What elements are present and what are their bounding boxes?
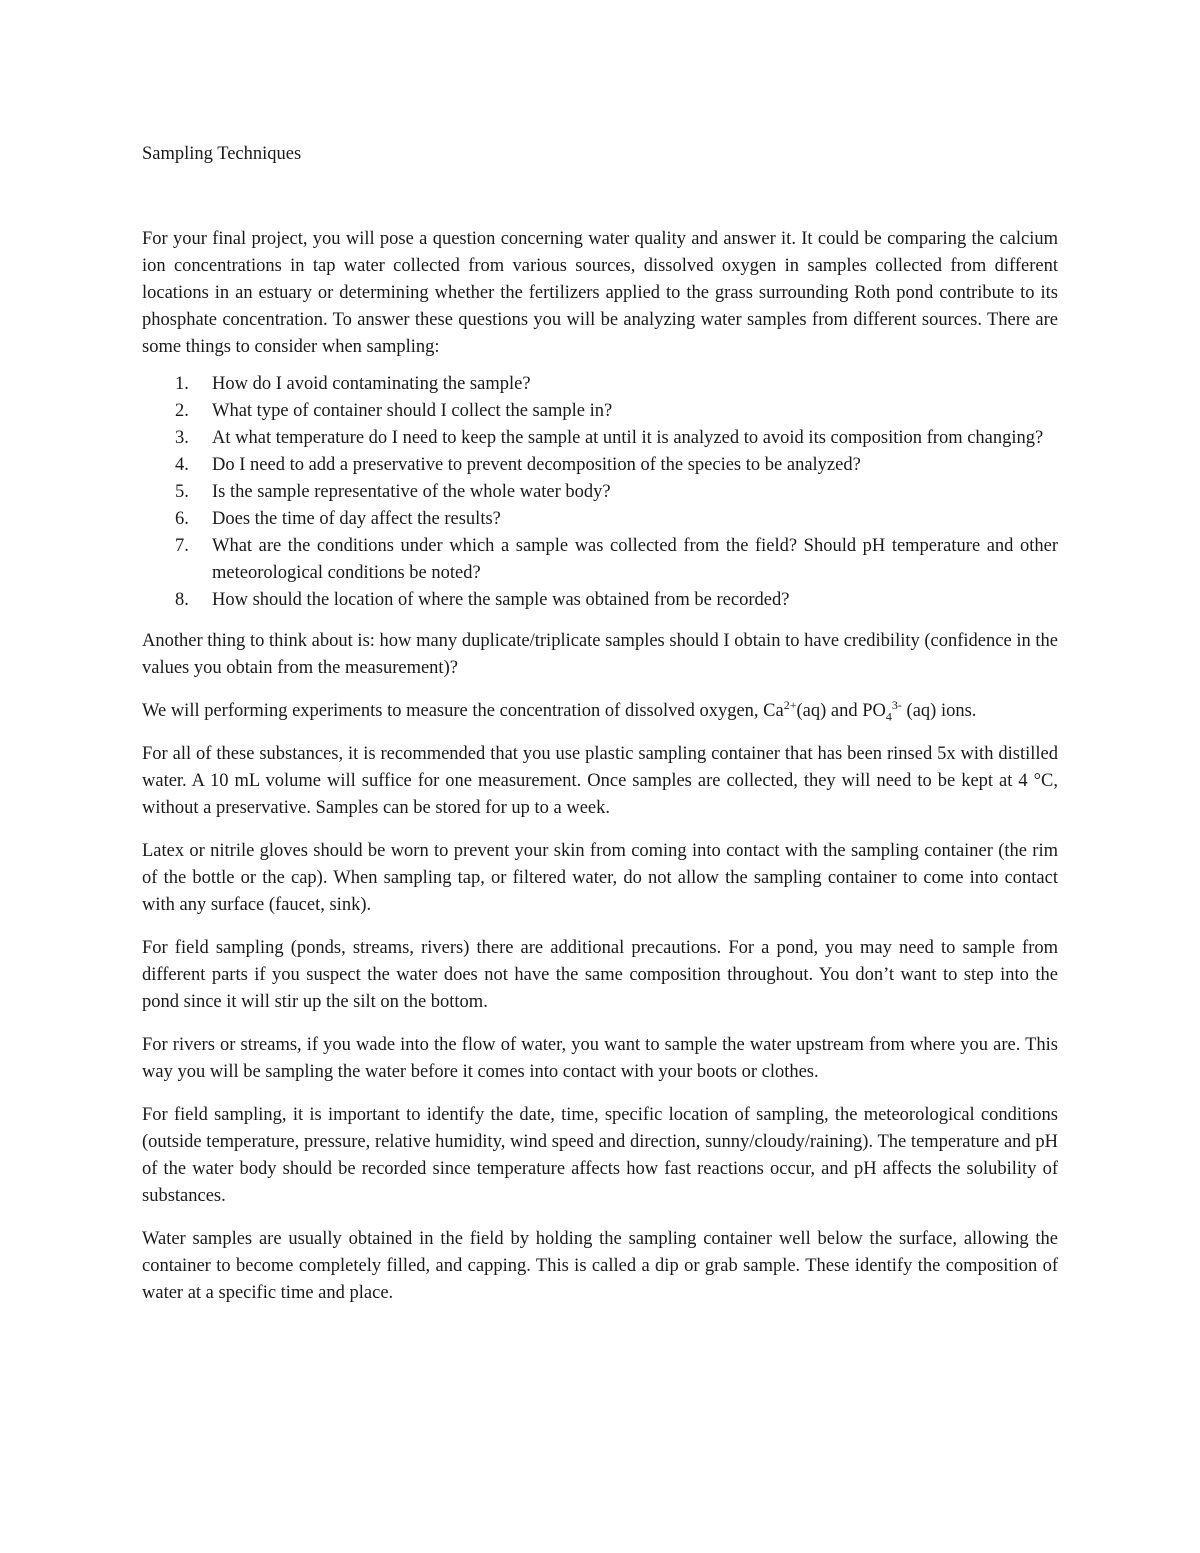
document-page — [142, 141, 1058, 1307]
list-item-number: 2. — [175, 401, 189, 421]
phosphate-subscript: 4 — [885, 709, 892, 724]
field-sampling-paragraph: For field sampling (ponds, streams, rivers) there are additional precautions. For a pond, you may need to sample from different parts if you suspect the water does not have the same composition throughout. You don’t want to step into the pond since it will stir up the silt on the bottom. — [142, 938, 1058, 1012]
list-item-text: Do I need to add a preservative to prevent decomposition of the species to be analyzed? — [212, 455, 861, 475]
gloves-paragraph: Latex or nitrile gloves should be worn to prevent your skin from coming into contact with the sampling container (the rim of the bottle or the cap). When sampling tap, or filtered water, do not allow the sampling container to come into contact with any surface (faucet, sink). — [142, 841, 1058, 915]
list-item — [142, 506, 1058, 533]
questions-list — [142, 371, 1058, 614]
experiments-text-middle: (aq) and PO — [796, 701, 886, 721]
experiments-text-start: We will performing experiments to measure the concentration of dissolved oxygen, Ca — [142, 701, 784, 721]
list-item — [142, 452, 1058, 479]
list-item-text: How do I avoid contaminating the sample? — [212, 374, 531, 394]
list-item — [142, 587, 1058, 614]
list-item-number: 8. — [175, 590, 189, 610]
intro-paragraph: For your final project, you will pose a question concerning water quality and answer it. It could be comparing the calcium ion concentrations in tap water collected from various sources, dissolved oxygen in samples collected from different locations in an estuary or determining whether the fertilizers applied to the grass surrounding Roth pond contribute to its phosphate concentration. To answer these questions you will be analyzing water samples from different sources. There are some things to consider when sampling: — [142, 229, 1058, 357]
list-item — [142, 533, 1058, 587]
list-item-number: 6. — [175, 509, 189, 529]
list-item — [142, 398, 1058, 425]
field-records-paragraph: For field sampling, it is important to identify the date, time, specific location of sampling, the meteorological conditions (outside temperature, pressure, relative humidity, wind speed and direction, sunny/cloudy/raining). The temperature and pH of the water body should be recorded since temperature affects how fast reactions occur, and pH affects the solubility of substances. — [142, 1105, 1058, 1206]
document-title: Sampling Techniques — [142, 144, 302, 164]
list-item — [142, 371, 1058, 398]
experiments-text-end: (aq) ions. — [901, 701, 977, 721]
duplicates-paragraph: Another thing to think about is: how many duplicate/triplicate samples should I obtain to have credibility (confidence in the values you obtain from the measurement)? — [142, 631, 1058, 678]
list-item-number: 5. — [175, 482, 189, 502]
list-item-text: How should the location of where the sample was obtained from be recorded? — [212, 590, 790, 610]
list-item-number: 3. — [175, 428, 189, 448]
container-paragraph: For all of these substances, it is recommended that you use plastic sampling container that has been rinsed 5x with distilled water. A 10 mL volume will suffice for one measurement. Once samples are collected, they will need to be kept at 4 °C, without a preservative. Samples can be stored for up to a week. — [142, 744, 1058, 818]
list-item-number: 4. — [175, 455, 189, 475]
list-item-text: What are the conditions under which a sample was collected from the field? Should pH temperature and other meteorological conditions be noted? — [212, 536, 1058, 583]
experiments-paragraph — [142, 698, 1058, 725]
list-item-text: Is the sample representative of the whole water body? — [212, 482, 611, 502]
grab-sample-paragraph: Water samples are usually obtained in the field by holding the sampling container well below the surface, allowing the container to become completely filled, and capping. This is called a dip or grab sample. These identify the composition of water at a specific time and place. — [142, 1229, 1058, 1303]
list-item-number: 7. — [175, 536, 189, 556]
calcium-charge: 2+ — [783, 697, 797, 712]
list-item-text: What type of container should I collect the sample in? — [212, 401, 613, 421]
list-item — [142, 479, 1058, 506]
rivers-paragraph: For rivers or streams, if you wade into the flow of water, you want to sample the water upstream from where you are. This way you will be sampling the water before it comes into contact with your boots or clothes. — [142, 1035, 1058, 1082]
list-item — [142, 425, 1058, 452]
list-item-number: 1. — [175, 374, 189, 394]
phosphate-charge: 3- — [891, 697, 902, 712]
list-item-text: At what temperature do I need to keep the sample at until it is analyzed to avoid its composition from changing? — [212, 428, 1044, 448]
list-item-text: Does the time of day affect the results? — [212, 509, 501, 529]
